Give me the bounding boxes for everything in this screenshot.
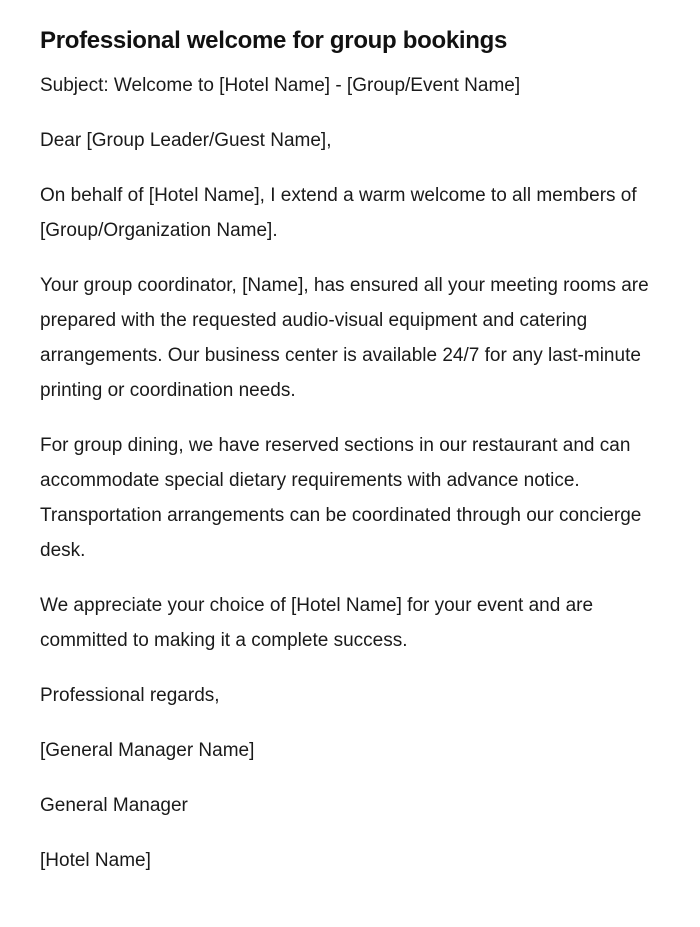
body-paragraph-4: We appreciate your choice of [Hotel Name] for your event and are committed to making it a complete success. <box>40 595 594 651</box>
body-paragraph-3: For group dining, we have reserved sections in our restaurant and can accommodate special dietary requirements with advance notice. Transportation arrangements can be coordinated through our concierge desk. <box>40 435 642 561</box>
body-paragraph-1: On behalf of [Hotel Name], I extend a warm welcome to all members of [Group/Organization Name]. <box>40 185 637 241</box>
signature-hotel: [Hotel Name] <box>40 850 151 871</box>
signature-position: General Manager <box>40 795 188 816</box>
signature-name: [General Manager Name] <box>40 740 255 761</box>
subject-line: Subject: Welcome to [Hotel Name] - [Group/Event Name] <box>40 75 521 96</box>
document-title: Professional welcome for group bookings <box>40 27 508 54</box>
salutation: Dear [Group Leader/Guest Name], <box>40 130 332 151</box>
closing: Professional regards, <box>40 685 220 706</box>
body-paragraph-2: Your group coordinator, [Name], has ensured all your meeting rooms are prepared with the requested audio-visual equipment and catering arrangements. Our business center is available 24/7 for any last-minute printing or coordination needs. <box>40 275 649 401</box>
letter-document <box>40 24 650 898</box>
